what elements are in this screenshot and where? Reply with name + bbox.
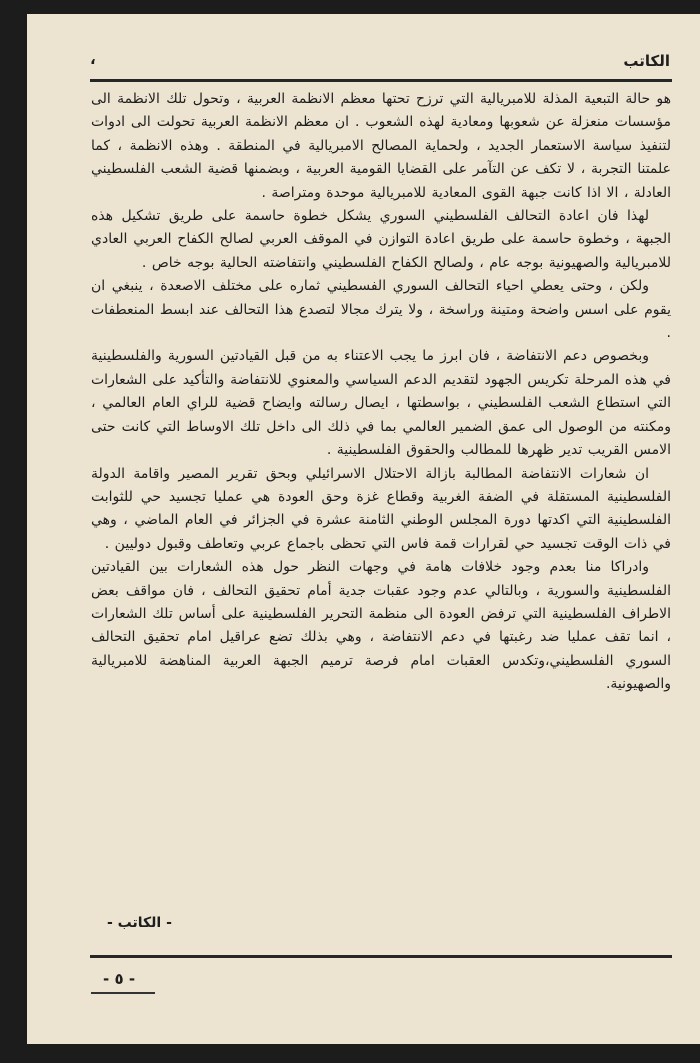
paragraph-2: لهذا فان اعادة التحالف الفلسطيني السوري يشكل خطوة حاسمة على طريق تشكيل هذه الجبهة ، وخطوة حاسمة على طريق اعادة التوازن في الموقف العربي لصالح الكفاح العربي العادي للامبريالية والصهيونية بوجه عام ، ولصالح الكفاح الفلسطيني وانتفاضته الحالية بوجه خاص . (91, 208, 671, 271)
page-number-underline (91, 992, 155, 994)
document-page (27, 14, 700, 1044)
author-signature: - الكاتب - (107, 915, 172, 931)
page-header (90, 52, 670, 78)
paragraph-4: وبخصوص دعم الانتفاضة ، فان ابرز ما يجب الاعتناء به من قبل القيادتين السورية والفلسطينية في هذه المرحلة تكريس الجهود لتقديم الدعم السياسي والمعنوي للانتفاضة والتأكيد على الشعارات التي استطاع الشعب الفلسطيني ، بواسطتها ، ايصال رسالته وايضاح قضية للراي العام العالمي ، ومكنته من الوصول الى عمق الضمير العالمي بما في ذلك الى داخل تلك الاوساط التي كانت حتى الامس القريب تدير ظهرها للمطالب والحقوق الفلسطينية . (91, 348, 671, 459)
article-body (91, 88, 671, 697)
header-title: الكاتب (623, 52, 670, 70)
paragraph-5: ان شعارات الانتفاضة المطالبة بازالة الاحتلال الاسرائيلي وبحق تقرير المصير واقامة الدولة الفلسطينية المستقلة في الضفة الغربية وقطاع غزة وحق العودة هي عمليا تجسيد حي للثوابت الفلسطينية التي اكدتها دورة المجلس الوطني الثامنة عشرة في الجزائر في العام الماضي ، وهي في ذات الوقت تجسيد حي لقرارات قمة فاس التي تحظى باجماع عربي وتعاطف وقبول دوليين . (91, 465, 671, 552)
paragraph-1: هو حالة التبعية المذلة للامبريالية التي ترزح تحتها معظم الانظمة العربية ، وتحول تلك الانظمة الى مؤسسات منعزلة عن شعوبها ومعادية لهذه الشعوب . ان معظم الانظمة العربية تحولت الى ادوات لتنفيذ سياسة الاستعمار الجديد ، ولحماية المصالح الامبريالية في المنطقة . وهذه الانظمة ، كما علمتنا التجربة ، لا تكف عن التآمر على القضايا القومية العربية ، وبضمنها قضية الشعب الفلسطيني العادلة ، الا اذا كانت جبهة القوى المعادية للامبريالية موحدة ومتراصة . (91, 91, 671, 201)
header-mark: ، (90, 50, 96, 68)
paragraph-6: وادراكا منا بعدم وجود خلافات هامة في وجهات النظر حول هذه الشعارات بين القيادتين الفلسطينية والسورية ، وبالتالي عدم وجود عقبات جدية أمام تحقيق التحالف ، فان مواقف بعض الاطراف الفلسطينية التي ترفض العودة الى منظمة التحرير الفلسطينية على أساس تلك الشعارات ، انما تقف عمليا ضد رغبتها في دعم الانتفاضة ، وهي بذلك تضع عراقيل امام تحقيق التحالف السوري الفلسطيني،وتكدس العقبات امام فرصة ترميم الجبهة العربية المناهضة للامبريالية والصهيونية. (91, 559, 671, 693)
page-number: - ٥ - (103, 970, 136, 988)
footer-rule (90, 955, 672, 958)
paragraph-3: ولكن ، وحتى يعطي احياء التحالف السوري الفسطيني ثماره على مختلف الاصعدة ، ينبغي ان يقوم على اسس واضحة ومتينة وراسخة ، ولا يترك مجالا لتصدع هذا التحالف عند ابسط المنعطفات . (91, 278, 671, 342)
header-rule (90, 79, 672, 82)
